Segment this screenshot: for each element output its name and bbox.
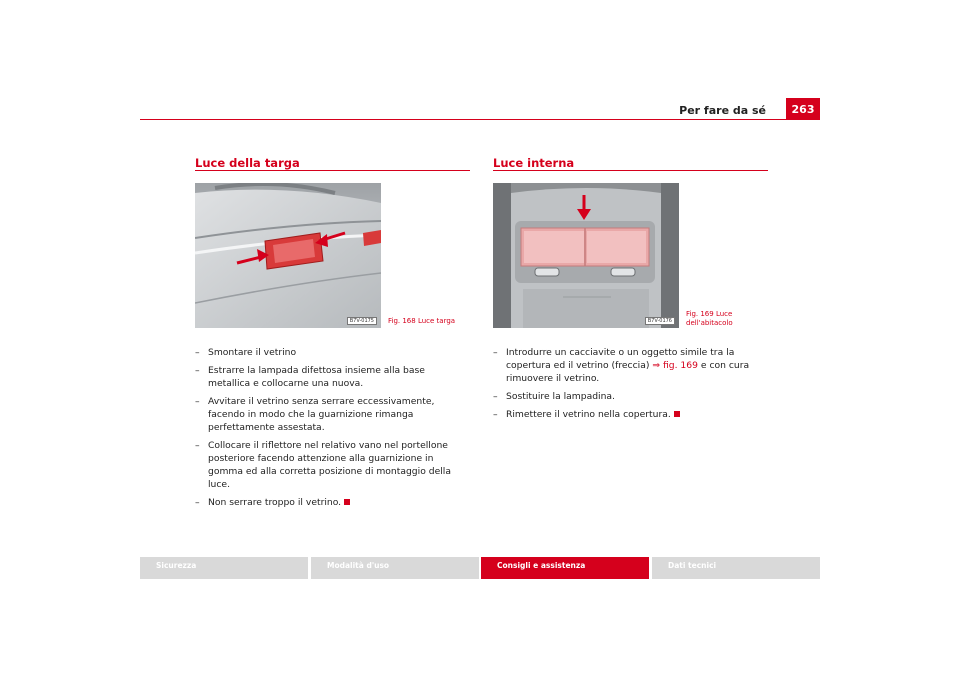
list-item: – Non serrare troppo il vetrino. (195, 496, 470, 509)
footer-tab-modalita-uso[interactable]: Modalità d'uso (311, 557, 479, 579)
section-rule-right (493, 170, 768, 171)
page-header-title: Per fare da sé (679, 104, 766, 117)
section-title-plate-light: Luce della targa (195, 156, 300, 170)
section-rule-left (195, 170, 470, 171)
end-of-section-mark (674, 411, 680, 417)
footer-tab-dati-tecnici[interactable]: Dati tecnici (652, 557, 820, 579)
figure-plate-light (195, 183, 381, 328)
footer-tab-sicurezza[interactable]: Sicurezza (140, 557, 308, 579)
list-item: – Estrarre la lampada difettosa insieme alla base metallica e collocarne una nuova. (195, 364, 470, 390)
steps-list-left (195, 346, 470, 514)
page-number: 263 (786, 98, 820, 120)
figure-caption-168: Fig. 168 Luce targa (388, 317, 456, 325)
section-title-interior-light: Luce interna (493, 156, 575, 170)
figure-reference-link[interactable]: ⇒ fig. 169 (652, 360, 698, 371)
list-item: – Sostituire la lampadina. (493, 390, 768, 403)
list-item: – Rimettere il vetrino nella copertura. (493, 408, 768, 421)
list-item: – Avvitare il vetrino senza serrare eccessivamente, facendo in modo che la guarnizione rimanga perfettamente assestata. (195, 395, 470, 434)
plate-light-illustration (195, 183, 381, 328)
footer-tab-consigli-assistenza[interactable]: Consigli e assistenza (481, 557, 649, 579)
interior-light-illustration (493, 183, 679, 328)
figure-code: B7V-0175 (347, 317, 377, 325)
list-item: – Smontare il vetrino (195, 346, 470, 359)
header-rule (140, 119, 820, 120)
end-of-section-mark (344, 499, 350, 505)
list-item: – Introdurre un cacciavite o un oggetto simile tra la copertura ed il vetrino (freccia) ⇒ fig. 169 e con cura rimuovere il vetrino. (493, 346, 768, 385)
steps-list-right (493, 346, 768, 426)
figure-caption-169: Fig. 169 Luce dell'abitacolo (686, 310, 733, 327)
figure-code: B7V-0176 (645, 317, 675, 325)
figure-interior-light (493, 183, 679, 328)
list-item: – Collocare il riflettore nel relativo vano nel portellone posteriore facendo attenzione alla guarnizione in gomma ed alla corretta posizione di montaggio della luce. (195, 439, 470, 491)
